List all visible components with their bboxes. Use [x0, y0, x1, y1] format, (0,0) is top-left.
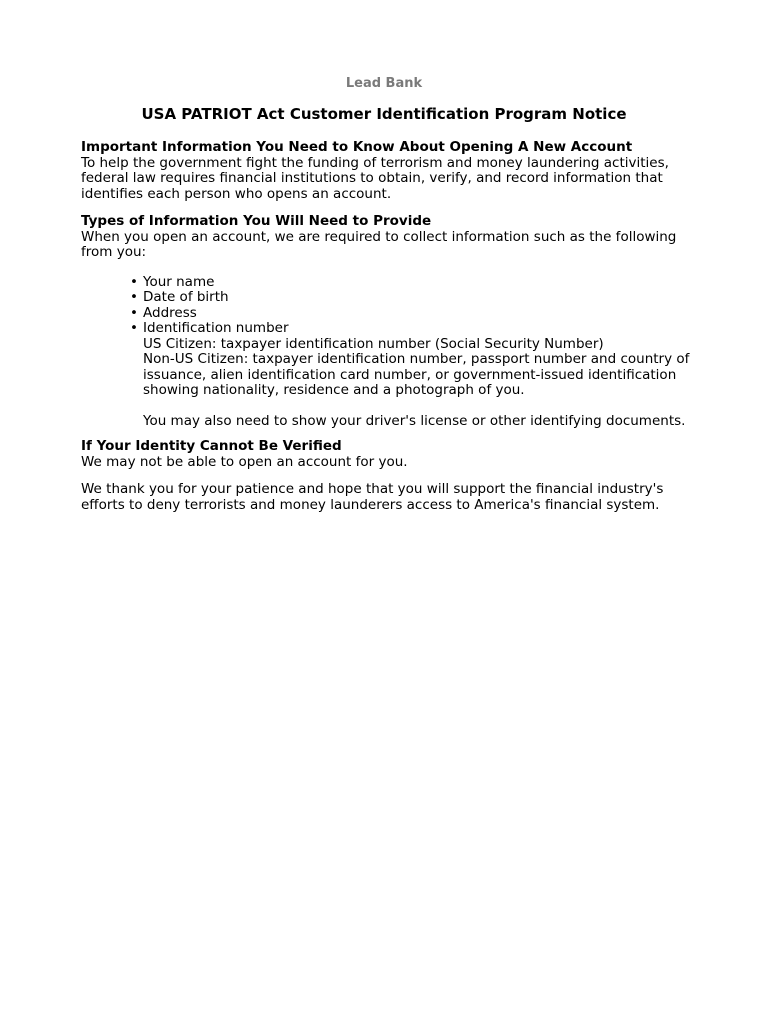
list-item — [130, 320, 691, 429]
bullet-icon: • — [130, 304, 138, 321]
bank-name: Lead Bank — [345, 76, 423, 91]
bullet-icon: • — [130, 320, 138, 336]
list-item — [130, 304, 691, 322]
additional-documents-note: You may also need to show your driver's license or other identifying documents. — [143, 412, 686, 429]
list-item-label: Date of birth — [143, 289, 229, 305]
list-item-label: Your name — [143, 273, 215, 290]
bullet-icon: • — [130, 289, 138, 305]
list-item — [130, 289, 691, 306]
us-citizen-detail: US Citizen: taxpayer identification number (Social Security Number) — [143, 335, 604, 352]
section-important-information — [81, 140, 691, 202]
section-body-unverified: We may not be able to open an account for you. — [81, 453, 408, 470]
section-identity-not-verified — [81, 439, 691, 470]
non-us-citizen-detail: Non-US Citizen: taxpayer identification number, passport number and country of issuance, alien identification card number, or government-issued identification showing nationality, residence and a photograph of you. — [143, 351, 690, 398]
page-title: USA PATRIOT Act Customer Identification Program Notice — [141, 105, 627, 123]
section-closing — [81, 482, 691, 513]
section-types-of-information — [81, 214, 691, 429]
required-information-list — [81, 275, 691, 430]
section-body-types: When you open an account, we are required to collect information such as the following from you: — [81, 228, 677, 260]
bullet-icon: • — [130, 273, 138, 290]
section-heading-types: Types of Information You Will Need to Provide — [81, 213, 432, 229]
list-item-label: Identification number — [143, 320, 289, 336]
list-item — [130, 273, 691, 291]
section-body-important: To help the government fight the funding of terrorism and money laundering activities, federal law requires financial institutions to obtain, verify, and record information that identifies each person who opens an account. — [81, 154, 669, 202]
section-heading-unverified: If Your Identity Cannot Be Verified — [81, 438, 342, 454]
list-item-label: Address — [143, 304, 197, 321]
notice-content — [81, 140, 691, 525]
section-heading-important: Important Information You Need to Know About Opening A New Account — [81, 139, 633, 155]
closing-statement: We thank you for your patience and hope that you will support the financial industry's efforts to deny terrorists and money launderers access to America's financial system. — [81, 481, 664, 513]
